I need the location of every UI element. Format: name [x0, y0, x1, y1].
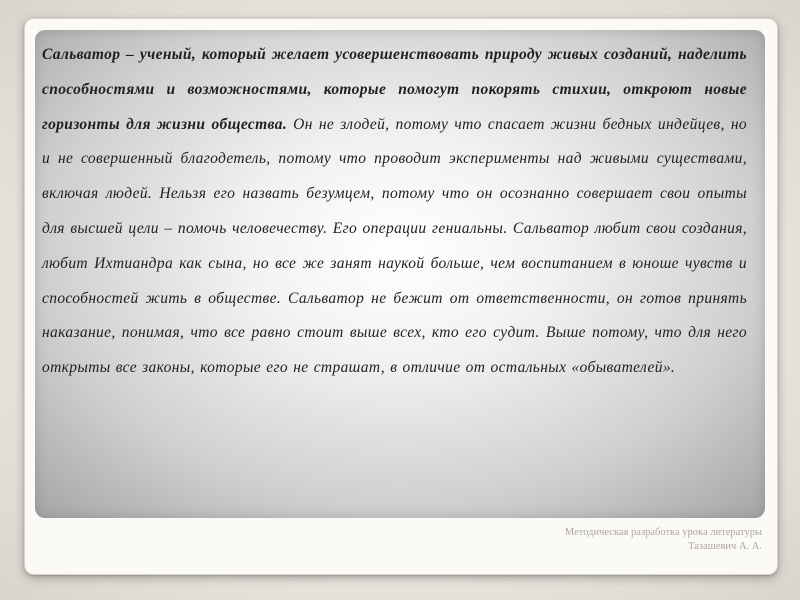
paragraph-lead: Сальватор – ученый, который желает усовершенствовать природу живых созданий, наделить способностями и возможностями, которые помогут покорять стихии, откроют новые горизонты для жизни общества. [42, 46, 747, 133]
body-paragraph [42, 38, 747, 386]
text-panel [35, 30, 765, 518]
footer-line-author: Тазашевич А. А. [688, 541, 762, 552]
paragraph-rest: Он не злодей, потому что спасает жизни бедных индейцев, но и не совершенный благодетель, потому что проводит эксперименты над живыми существами, включая людей. Нельзя его назвать безумцем, потому что он осознанно совершает свои опыты для высшей цели – помочь человечеству. Его операции гениальны. Сальватор любит свои создания, любит Ихтиандра как сына, но все же занят наукой больше, чем воспитанием в юноше чувств и способностей жить в обществе. Сальватор не бежит от ответственности, он готов принять наказание, понимая, что все равно стоит выше всех, кто его судит. Выше потому, что для него открыты все законы, которые его не страшат, в отличие от остальных «обывателей». [42, 115, 747, 377]
footer-line-course: Методическая разработка урока литературы [564, 527, 762, 538]
slide-footer [565, 526, 762, 554]
